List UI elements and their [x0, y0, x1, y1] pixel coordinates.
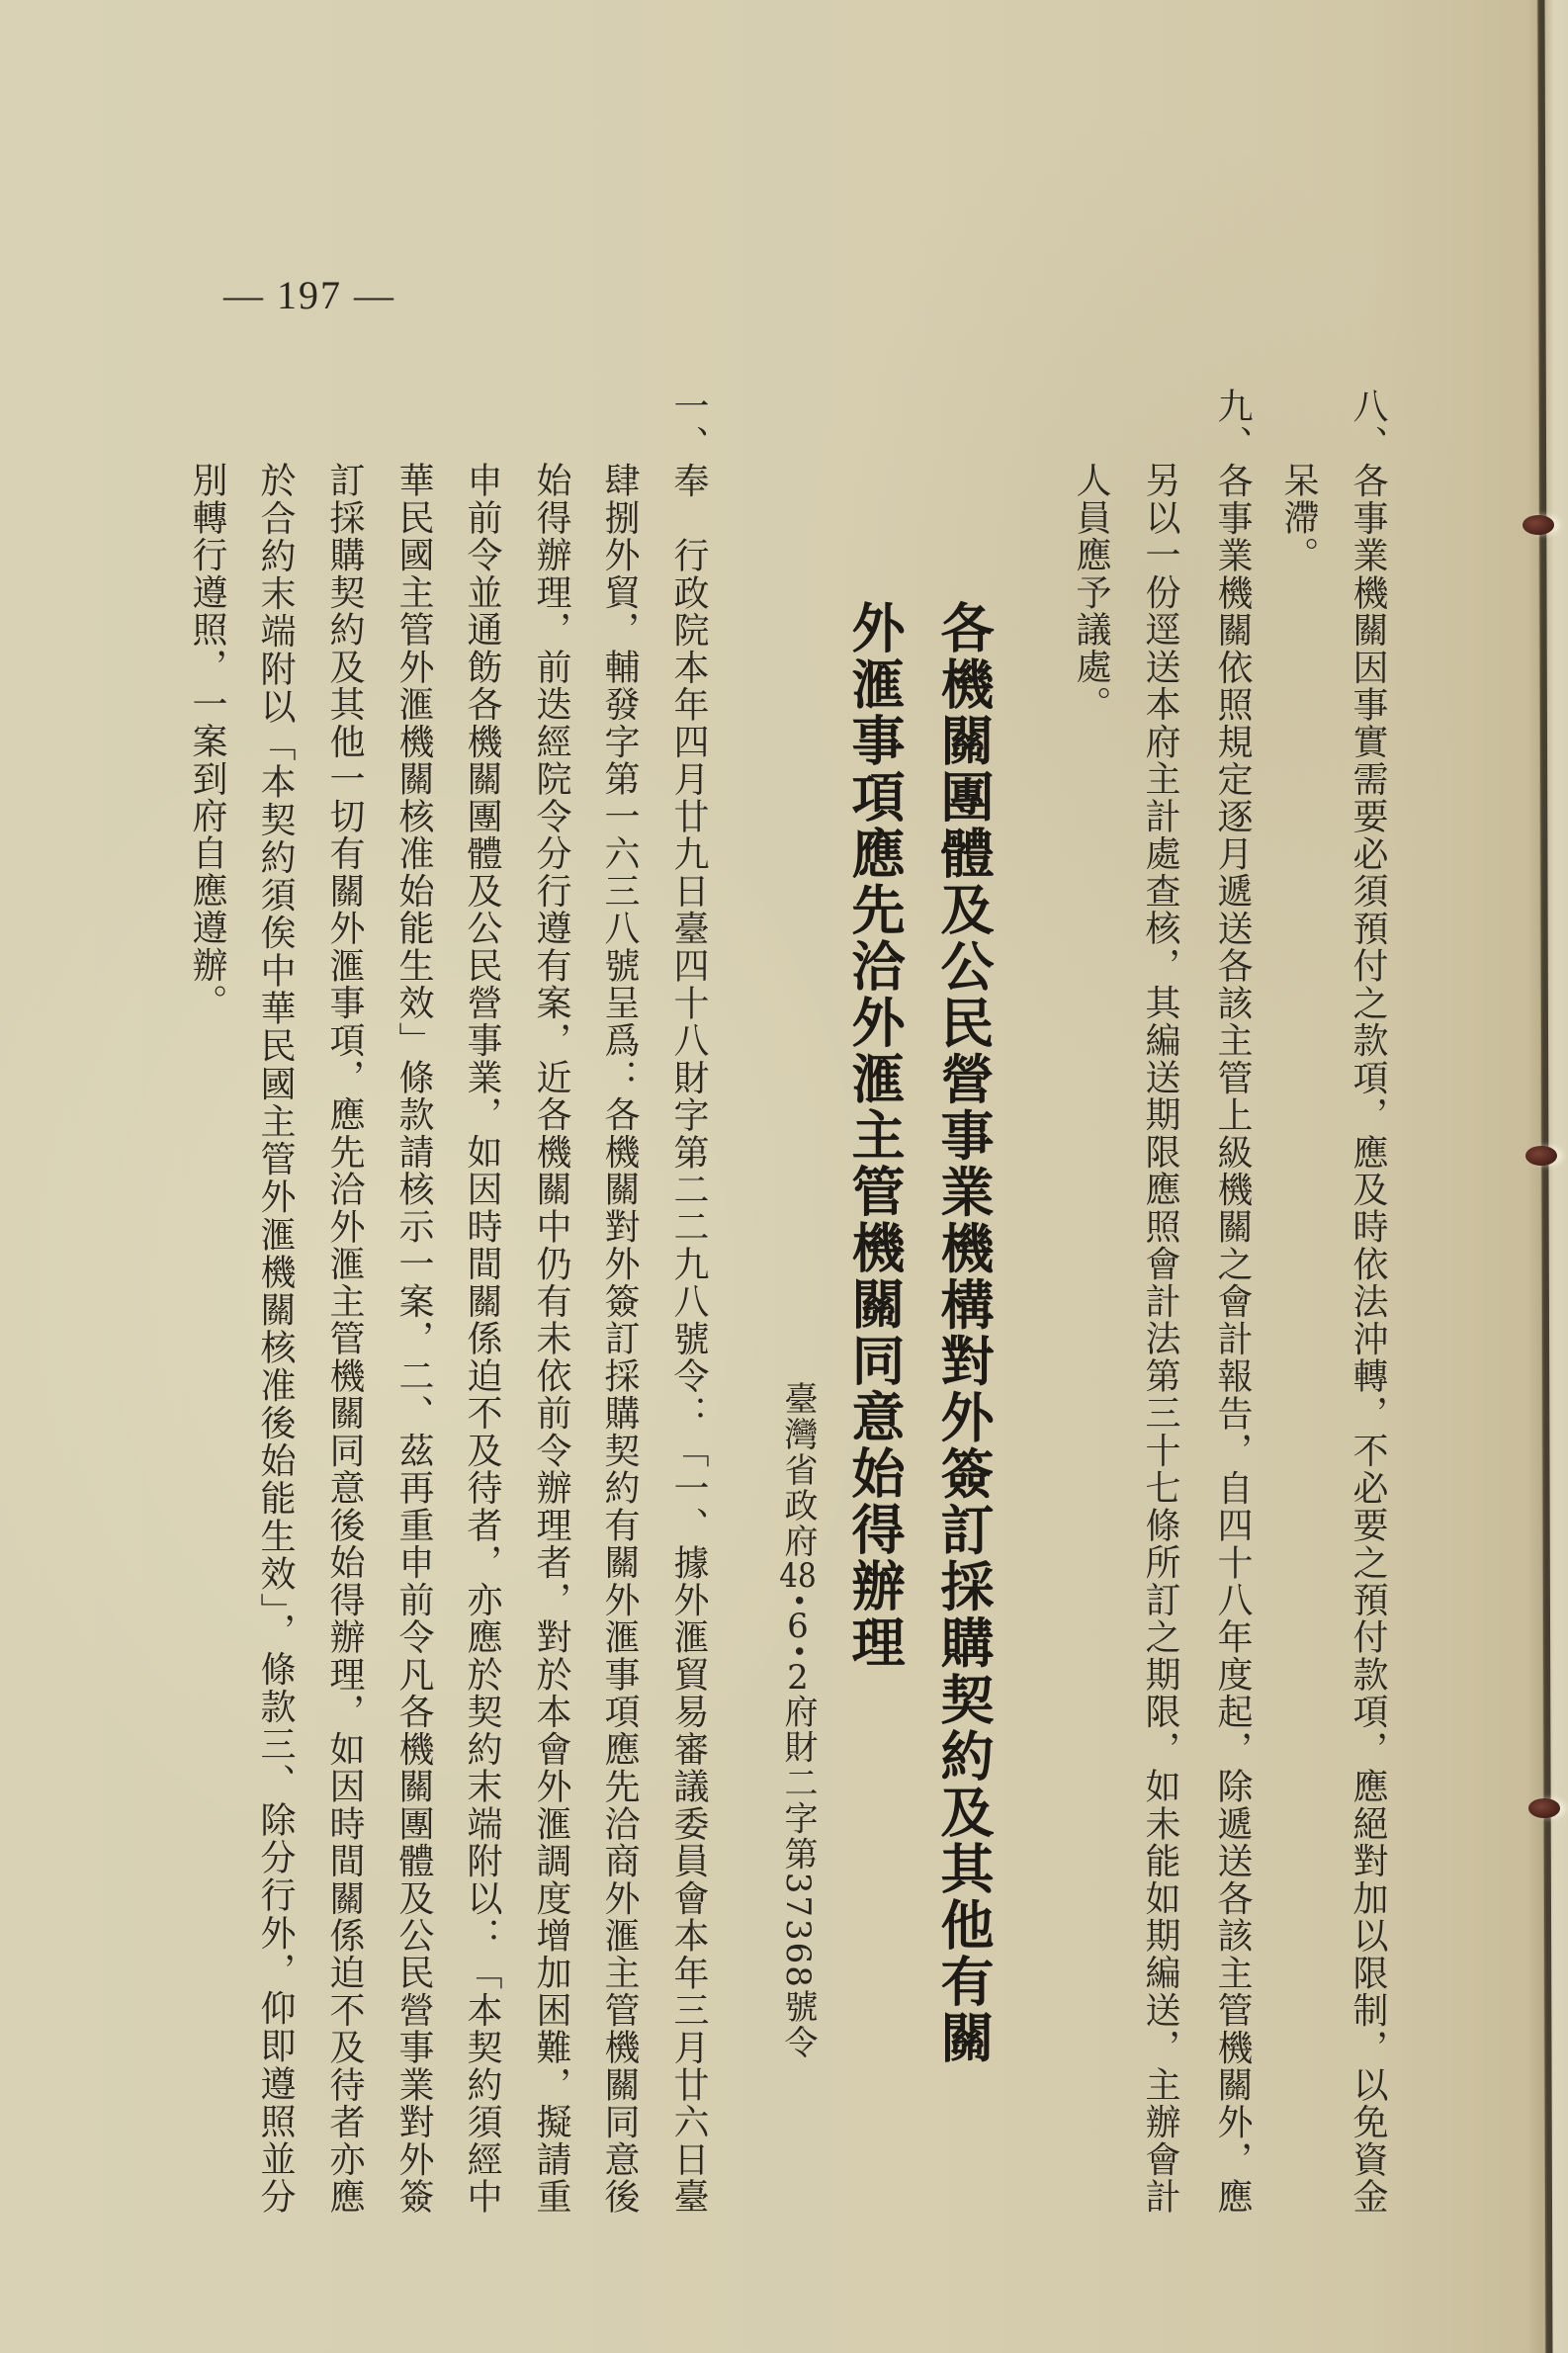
text-column: 肆捌外貿，輔發字第一六三八號呈爲：各機關對外簽訂採購契約有關外滙事項應先洽商外滙主管機關同意後: [599, 462, 640, 2214]
document-number: 37368: [778, 1872, 818, 1989]
text-column: 一、奉 行政院本年四月廿九日臺四十八財字第二二九八號令：「一、據外滙貿易審議委員會本年三月廿六日臺: [668, 388, 709, 2214]
text-column: 於合約末端附以「本契約須俟中華民國主管外滙機關核准後始能生效」，條款三、除分行外，仰即遵照並分: [255, 462, 296, 2214]
separator-dot: •: [783, 1643, 813, 1661]
text-column: 申前令並通飭各機關團體及公民營事業，如因時間關係迫不及待者，亦應於契約末端附以：「本契約須經中: [462, 462, 502, 2214]
article-title-line: 外滙事項應先洽外滙主管機關同意始得辦理: [843, 600, 907, 1671]
page-number: — 197 —: [223, 273, 395, 317]
article-title-line: 各機關團體及公民營事業機構對外簽訂採購契約及其他有關: [932, 600, 996, 2063]
text-column: 呆滯。: [1278, 462, 1319, 574]
text-column: 華民國主管外滙機關核准始能生效」條款請核示一案，二、茲再重申前令凡各機關團體及公民營事業對外簽: [393, 462, 434, 2214]
text-column: 別轉行遵照，一案到府自應遵辦。: [187, 462, 227, 1021]
issuer: 臺灣省政府: [778, 1381, 818, 1559]
text-column: 九、各事業機關依照規定逐月遞送各該主管上級機關之會計報告，自四十八年度起，除遞送各該主管機關外，應: [1212, 388, 1253, 2214]
date-year: 48: [779, 1559, 817, 1593]
text-column: 人員應予議處。: [1071, 462, 1111, 723]
text-column: 始得辦理，前迭經院令分行遵有案，近各機關中仍有未依前令辦理者，對於本會外滙調度增加困難，擬請重: [531, 462, 571, 2214]
text-column: 另以一份逕送本府主計處查核，其編送期限應照會計法第三十七條所訂之期限，如未能如期編送，主辦會計: [1140, 462, 1180, 2214]
document-suffix: 號令: [778, 1988, 818, 2060]
binding-staple-middle: [1525, 1146, 1557, 1166]
decree-reference: [776, 1381, 820, 2060]
date-day: 2: [787, 1660, 809, 1695]
text-column: 訂採購契約及其他一切有關外滙事項，應先洽外滙主管機關同意後始得辦理，如因時間關係迫不及待者亦應: [324, 462, 365, 2214]
date-month: 6: [787, 1610, 809, 1644]
text-column: 八、各事業機關因事實需要必須預付之款項，應及時依法沖轉，不必要之預付款項，應絕對加以限制，以免資金: [1348, 388, 1388, 2214]
document-prefix: 府財二字第: [778, 1694, 818, 1873]
binding-staple-top: [1523, 515, 1554, 535]
binding-staple-bottom: [1528, 1798, 1560, 1818]
separator-dot: •: [783, 1593, 813, 1611]
